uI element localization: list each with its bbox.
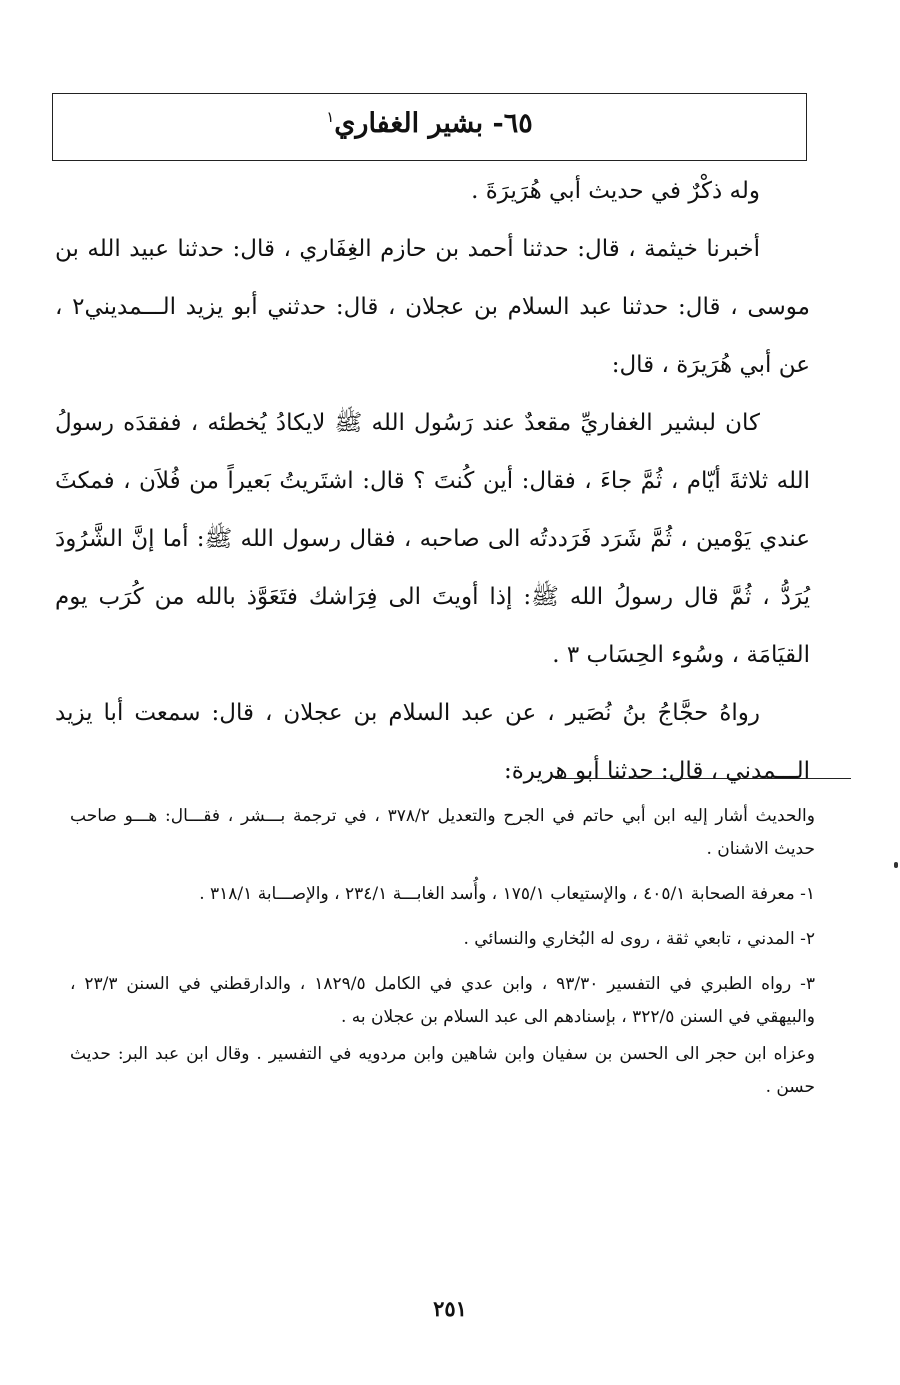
footnote-3-continued: وعزاه ابن حجر الى الحسن بن سفيان وابن شاهين وابن مردويه في التفسير . وقال ابن عبد البر: حديث حسن . xyxy=(70,1044,815,1097)
footnote-separator xyxy=(555,778,851,779)
scan-speck xyxy=(894,862,898,868)
chapter-heading xyxy=(326,108,533,139)
main-text xyxy=(55,162,810,800)
footnote-2: ٢- المدني ، تابعي ثقة ، روى له البُخاري والنسائي . xyxy=(463,929,815,949)
heading-footnote-marker: ١ xyxy=(326,108,335,126)
hadith-paragraph: كان لبشير الغفاريِّ مقعدٌ عند رَسُول الله ﷺ لايكادُ يُخطئه ، ففقدَه رسولُ الله ثلاثةَ أيّام ، ثُمَّ جاءَ ، فقال: أين كُنتَ ؟ قال: اشتَريتُ بَعيراً من فُلاَن ، فمكثَ عندي يَوْمين ، ثُمَّ شَرَد فَرَددتُه الى صاحبه ، فقال رسول الله ﷺ: أما إنَّ الشَّرُودَ يُرَدُّ ، ثُمَّ قال رسولُ الله ﷺ: إذا أويتَ الى فِرَاشك فتَعَوَّذ بالله من كُرَب يوم القيَامَة ، وسُوء الحِسَاب ٣ . xyxy=(55,410,810,668)
intro-paragraph: وله ذكْرٌ في حديث أبي هُرَيرَةَ . xyxy=(471,178,760,204)
riwaya-paragraph: رواهُ حجَّاجُ بنُ نُصَير ، عن عبد السلام بن عجلان ، قال: سمعت أبا يزيد الـــمدني ، قال: حدثنا أبو هريرة: xyxy=(55,700,810,784)
footnote-intro: والحديث أشار إليه ابن أبي حاتم في الجرح والتعديل ٣٧٨/٢ ، في ترجمة بـــشر ، فقـــال: هـــو صاحب حديث الاشنان . xyxy=(70,806,815,859)
footnote-1: ١- معرفة الصحابة ٤٠٥/١ ، والإستيعاب ١٧٥/١ ، وأُسد الغابـــة ٢٣٤/١ ، والإصـــابة ٣١٨/١ . xyxy=(199,884,815,904)
chapter-heading-box xyxy=(52,93,807,161)
footnote-3: ٣- رواه الطبري في التفسير ٩٣/٣٠ ، وابن عدي في الكامل ١٨٢٩/٥ ، والدارقطني في السنن ٢٣/٣ ، والبيهقي في السنن ٣٢٢/٥ ، بإسنادهم الى عبد السلام بن عجلان به . xyxy=(70,974,815,1027)
footnotes xyxy=(70,800,815,1116)
page-number: ٢٥١ xyxy=(433,1296,467,1321)
isnad-paragraph: أخبرنا خيثمة ، قال: حدثنا أحمد بن حازم الغِفَاري ، قال: حدثنا عبيد الله بن موسى ، قال: حدثنا عبد السلام بن عجلان ، قال: حدثني أبو يزيد الـــمديني٢ ، عن أبي هُرَيرَة ، قال: xyxy=(55,236,810,378)
chapter-title: ٦٥- بشير الغفاري xyxy=(334,108,533,139)
